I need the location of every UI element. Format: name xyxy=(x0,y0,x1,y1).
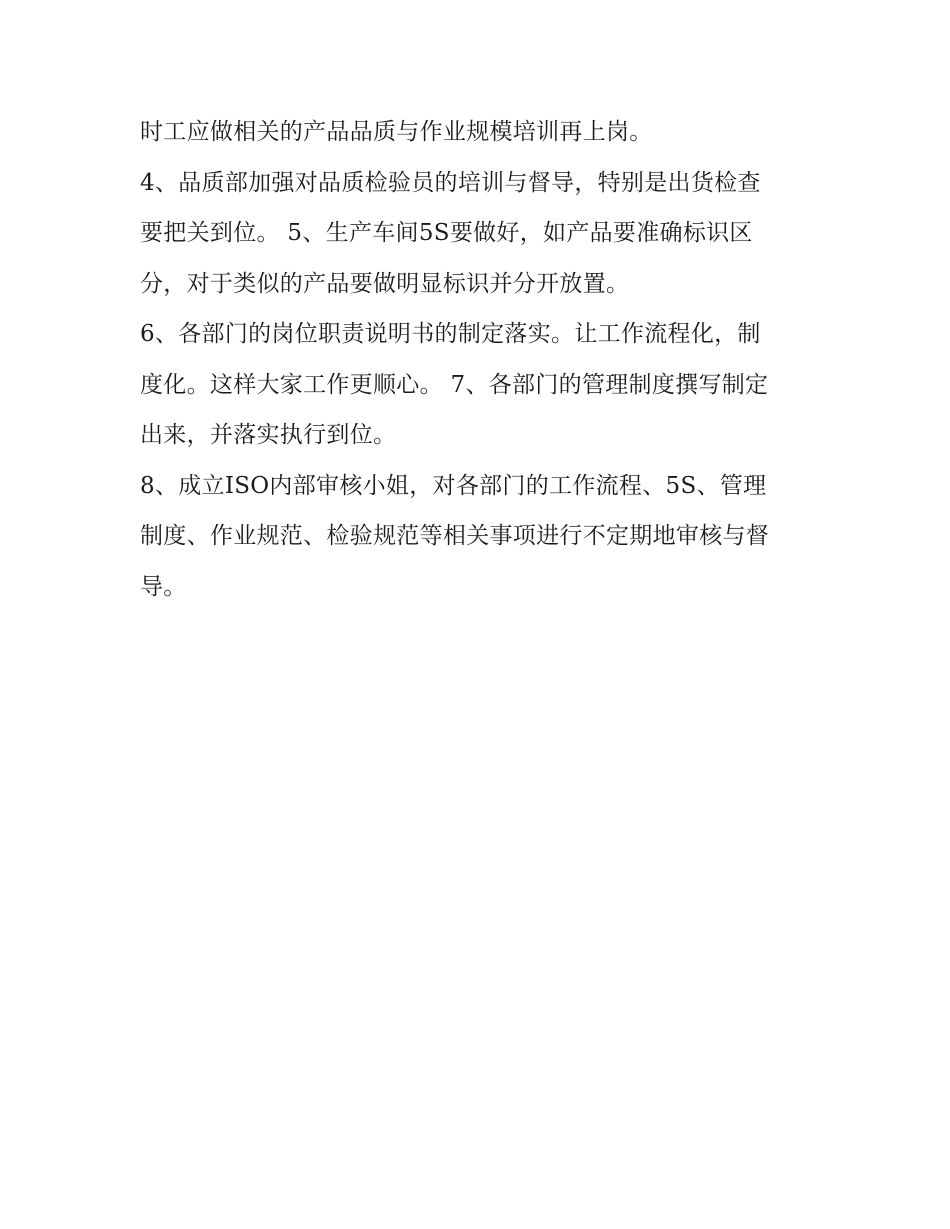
text-line: 分，对于类似的产品要做明显标识并分开放置。 xyxy=(140,270,630,297)
text-line: 要把关到位。 5、生产车间5S要做好，如产品要准确标识区 xyxy=(140,220,753,246)
text-line: 出来，并落实执行到位。 xyxy=(140,422,397,448)
text-line: 度化。这样大家工作更顺心。 7、各部门的管理制度撰写制定 xyxy=(140,371,769,398)
text-line: 8、成立ISO内部审核小姐，对各部门的工作流程、5S、管理 xyxy=(140,472,767,499)
text-line: 导。 xyxy=(140,573,187,600)
document-body xyxy=(140,107,820,612)
text-line: 6、各部门的岗位职责说明书的制定落实。让工作流程化，制 xyxy=(140,321,761,347)
text-line: 时工应做相关的产品品质与作业规模培训再上岗。 xyxy=(140,119,653,145)
text-line: 4、品质部加强对品质检验员的培训与督导，特别是出货检查 xyxy=(140,169,761,196)
text-line: 制度、作业规范、检验规范等相关事项进行不定期地审核与督 xyxy=(140,523,770,549)
